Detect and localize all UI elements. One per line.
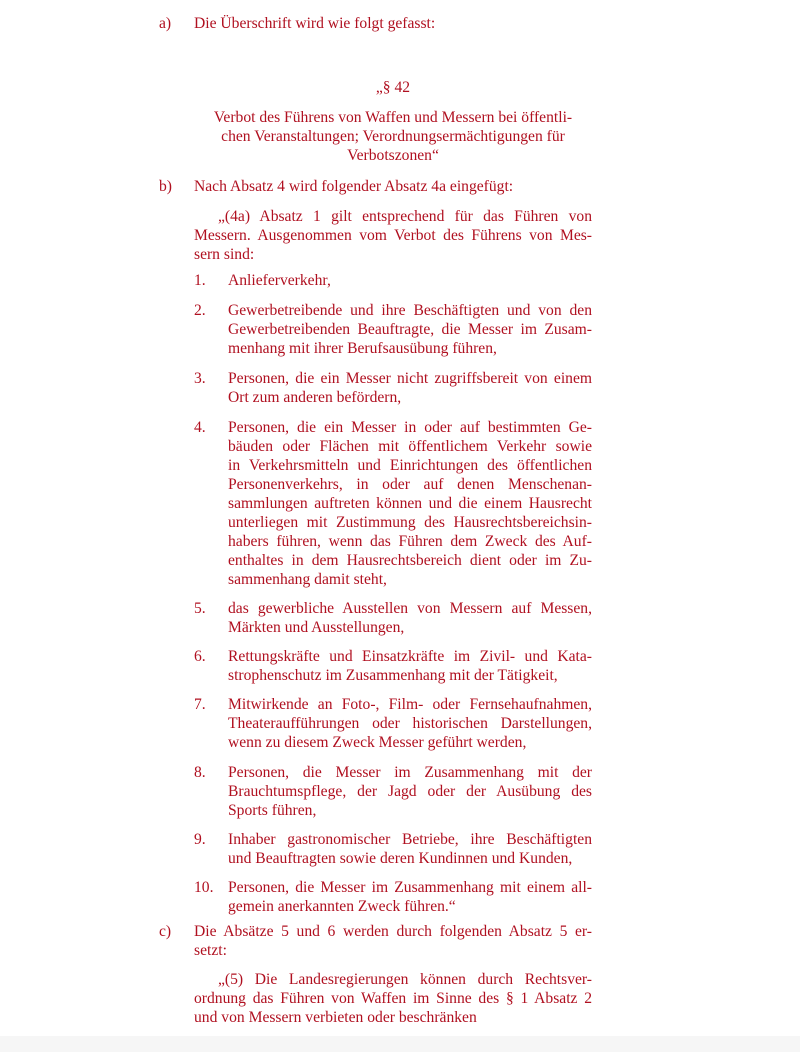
- list-item-7-line-3: wenn zu diesem Zweck Messer geführt werden,: [228, 734, 527, 751]
- list-item-7-line-1: Mitwirkende an Foto-, Film- oder Fernsehaufnahmen,: [228, 696, 592, 713]
- list-item-4-line-9: sammenhang damit steht,: [228, 571, 387, 588]
- para-5-line-2: ordnung das Führen von Waffen im Sinne des § 1 Absatz 2: [194, 990, 592, 1007]
- section-number: „§ 42: [375, 79, 411, 96]
- list-item-8-number: 8.: [194, 764, 206, 781]
- list-item-2-line-1: Gewerbetreibende und ihre Beschäftigten und von den: [228, 302, 592, 319]
- list-item-10-line-1: Personen, die Messer im Zusammenhang mit einem all-: [228, 879, 592, 896]
- list-item-2-line-2: Gewerbetreibenden Beauftragte, die Messer im Zusam-: [228, 321, 592, 338]
- list-item-1-number: 1.: [194, 272, 206, 289]
- para-5-line-1: „(5) Die Landesregierungen können durch Rechtsver-: [218, 971, 592, 988]
- list-item-4-line-3: in Verkehrsmitteln und Einrichtungen des öffentlichen: [228, 457, 592, 474]
- list-item-4-line-1: Personen, die ein Messer in oder auf bestimmten Ge-: [228, 419, 592, 436]
- item-a-text: Die Überschrift wird wie folgt gefasst:: [194, 15, 436, 32]
- list-item-2-number: 2.: [194, 302, 206, 319]
- list-item-8-line-2: Brauchtumspflege, der Jagd oder der Ausübung des: [228, 783, 592, 800]
- heading-line-1: Verbot des Führens von Waffen und Messern bei öffentli-: [213, 109, 573, 126]
- list-item-5-line-2: Märkten und Ausstellungen,: [228, 619, 405, 636]
- list-item-4-line-5: sammlungen auftreten können und die einem Hausrecht: [228, 495, 592, 512]
- list-item-6-number: 6.: [194, 648, 206, 665]
- item-b-text: Nach Absatz 4 wird folgender Absatz 4a eingefügt:: [194, 178, 514, 195]
- list-item-9-line-2: und Beauftragten sowie deren Kundinnen und Kunden,: [228, 850, 573, 867]
- list-item-8-line-1: Personen, die Messer im Zusammenhang mit der: [228, 764, 592, 781]
- list-item-4-line-2: bäuden oder Flächen mit öffentlichem Verkehr sowie: [228, 438, 592, 455]
- list-item-4-number: 4.: [194, 419, 206, 436]
- list-item-3-line-1: Personen, die ein Messer nicht zugriffsbereit von einem: [228, 370, 592, 387]
- page-bottom-edge: [0, 1036, 800, 1052]
- list-item-4-line-7: habers führen, wenn das Führen dem Zweck des Auf-: [228, 533, 592, 550]
- item-c-line-1: Die Absätze 5 und 6 werden durch folgenden Absatz 5 er-: [194, 923, 592, 940]
- para-4a-line-2: Messern. Ausgenommen vom Verbot des Führens von Mes-: [194, 227, 592, 244]
- para-4a-line-1: „(4a) Absatz 1 gilt entsprechend für das Führen von: [218, 208, 592, 225]
- list-item-5-number: 5.: [194, 600, 206, 617]
- list-item-1-line-1: Anlieferverkehr,: [228, 272, 331, 289]
- item-a-label: a): [159, 15, 172, 32]
- list-item-3-number: 3.: [194, 370, 206, 387]
- list-item-10-line-2: gemein anerkannten Zweck führen.“: [228, 898, 456, 915]
- list-item-9-number: 9.: [194, 831, 206, 848]
- heading-line-2: chen Veranstaltungen; Verordnungsermächtigungen für: [221, 128, 565, 145]
- list-item-4-line-4: Personenverkehrs, in oder auf denen Menschenan-: [228, 476, 592, 493]
- list-item-7-number: 7.: [194, 696, 206, 713]
- item-b-label: b): [159, 178, 172, 195]
- list-item-9-line-1: Inhaber gastronomischer Betriebe, ihre Beschäftigten: [228, 831, 592, 848]
- para-4a-line-3: sern sind:: [194, 246, 255, 263]
- item-c-line-2: setzt:: [194, 942, 227, 959]
- list-item-3-line-2: Ort zum anderen befördern,: [228, 389, 402, 406]
- list-item-4-line-6: unterliegen mit Zustimmung des Hausrechtsbereichsin-: [228, 514, 592, 531]
- item-c-label: c): [159, 923, 172, 940]
- list-item-10-number: 10.: [194, 879, 214, 896]
- list-item-5-line-1: das gewerbliche Ausstellen von Messern auf Messen,: [228, 600, 592, 617]
- para-5-line-3: und von Messern verbieten oder beschränken: [194, 1009, 477, 1026]
- list-item-8-line-3: Sports führen,: [228, 802, 317, 819]
- list-item-2-line-3: menhang mit ihrer Berufsausübung führen,: [228, 340, 497, 357]
- list-item-4-line-8: enthaltes in dem Hausrechtsbereich dient oder im Zu-: [228, 552, 592, 569]
- list-item-6-line-2: strophenschutz im Zusammenhang mit der Tätigkeit,: [228, 667, 558, 684]
- list-item-6-line-1: Rettungskräfte und Einsatzkräfte im Zivil- und Kata-: [228, 648, 592, 665]
- heading-line-3: Verbotszonen“: [347, 147, 439, 164]
- list-item-7-line-2: Theateraufführungen oder historischen Darstellungen,: [228, 715, 592, 732]
